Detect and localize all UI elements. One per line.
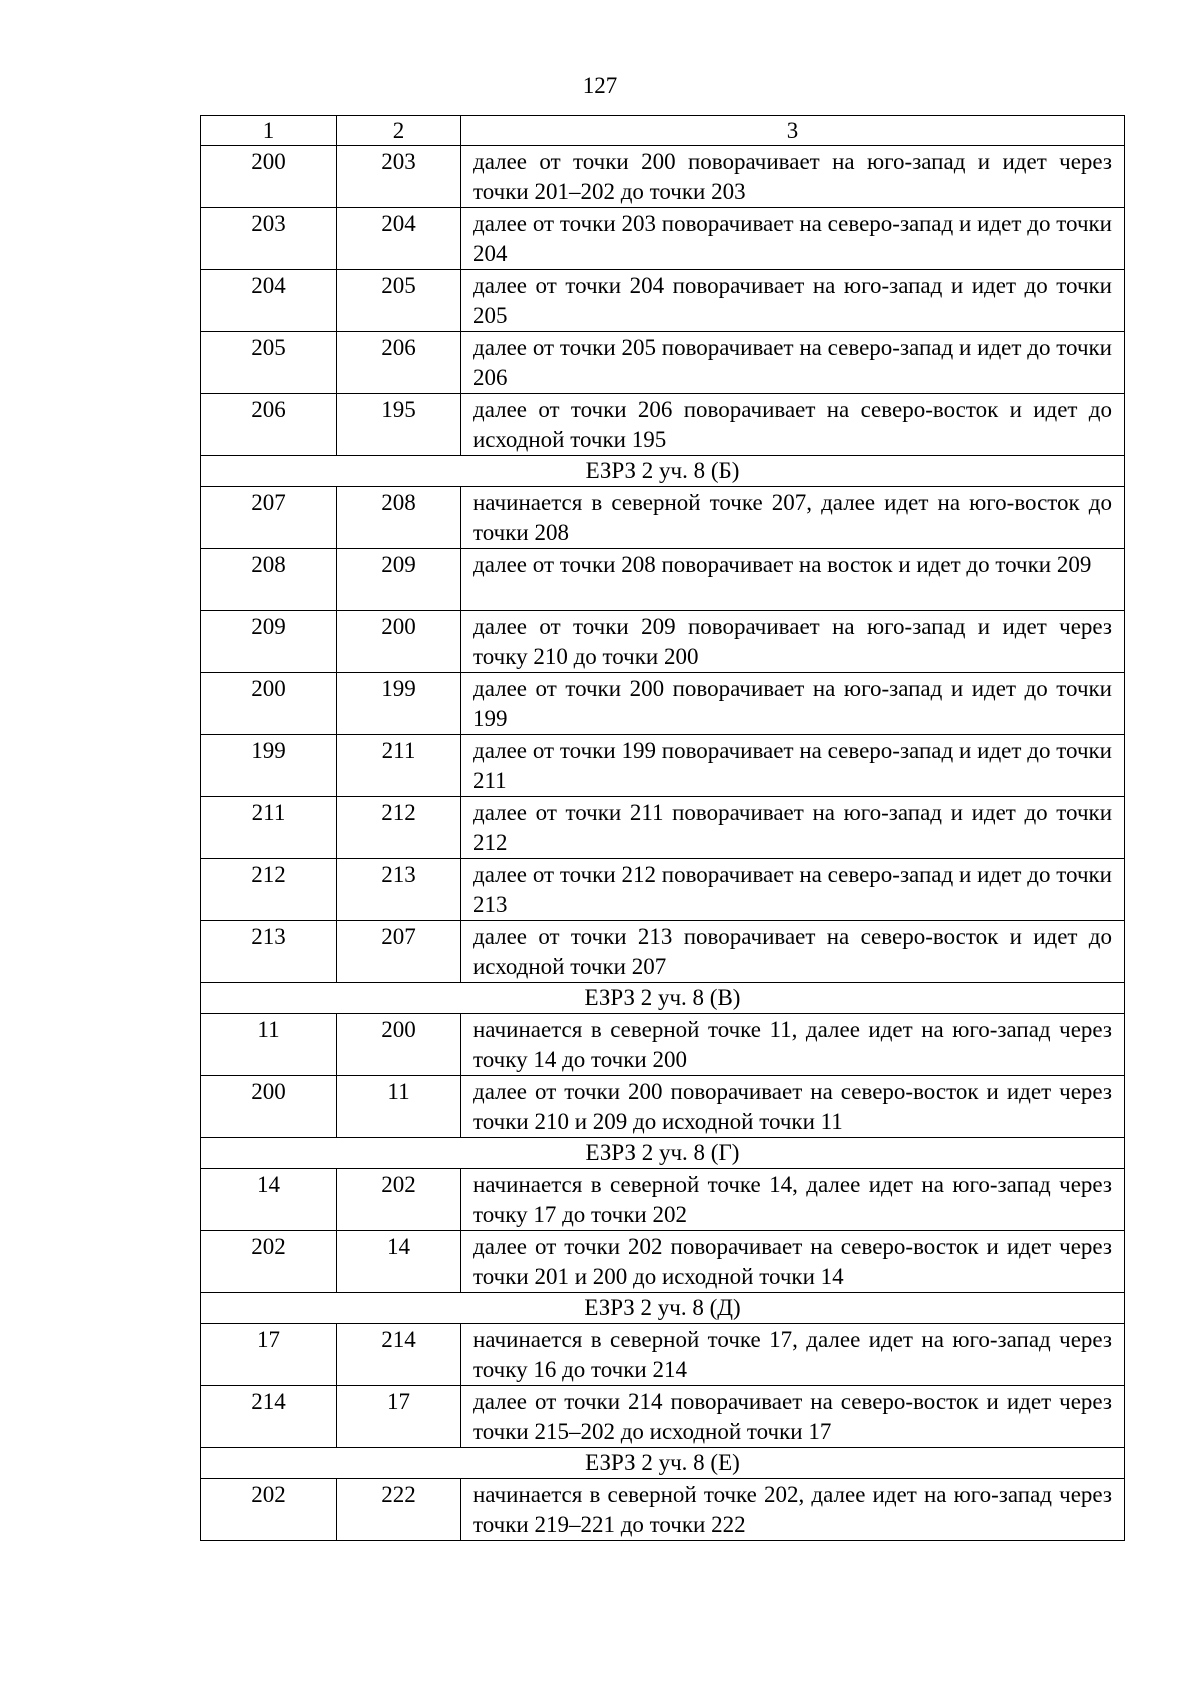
description-cell: далее от точки 209 поворачивает на юго-запад и идет через точку 210 до точки 200 bbox=[461, 611, 1125, 673]
description-cell: далее от точки 205 поворачивает на северо-запад и идет до точки 206 bbox=[461, 332, 1125, 394]
table-body bbox=[201, 116, 1125, 1541]
table-row bbox=[201, 797, 1125, 859]
description-cell: далее от точки 211 поворачивает на юго-запад и идет до точки 212 bbox=[461, 797, 1125, 859]
point-from-cell: 200 bbox=[201, 673, 337, 735]
description-cell: далее от точки 202 поворачивает на северо-восток и идет через точки 201 и 200 до исходной точки 14 bbox=[461, 1231, 1125, 1293]
point-to-cell: 209 bbox=[337, 549, 461, 611]
description-cell: далее от точки 203 поворачивает на северо-запад и идет до точки 204 bbox=[461, 208, 1125, 270]
point-to-cell: 207 bbox=[337, 921, 461, 983]
point-to-cell: 200 bbox=[337, 1014, 461, 1076]
table-row bbox=[201, 1076, 1125, 1138]
point-from-cell: 212 bbox=[201, 859, 337, 921]
table-row bbox=[201, 208, 1125, 270]
table-row bbox=[201, 1324, 1125, 1386]
table-row bbox=[201, 1231, 1125, 1293]
point-from-cell: 211 bbox=[201, 797, 337, 859]
point-to-cell: 204 bbox=[337, 208, 461, 270]
description-cell: далее от точки 204 поворачивает на юго-запад и идет до точки 205 bbox=[461, 270, 1125, 332]
description-cell: далее от точки 214 поворачивает на северо-восток и идет через точки 215–202 до исходной точки 17 bbox=[461, 1386, 1125, 1448]
point-to-cell: 213 bbox=[337, 859, 461, 921]
point-from-cell: 203 bbox=[201, 208, 337, 270]
description-cell: далее от точки 212 поворачивает на северо-запад и идет до точки 213 bbox=[461, 859, 1125, 921]
table-row bbox=[201, 1169, 1125, 1231]
description-cell: далее от точки 213 поворачивает на северо-восток и идет до исходной точки 207 bbox=[461, 921, 1125, 983]
point-to-cell: 195 bbox=[337, 394, 461, 456]
point-to-cell: 205 bbox=[337, 270, 461, 332]
point-to-cell: 203 bbox=[337, 146, 461, 208]
table-row bbox=[201, 1386, 1125, 1448]
table-row bbox=[201, 549, 1125, 611]
table-row bbox=[201, 859, 1125, 921]
point-from-cell: 200 bbox=[201, 146, 337, 208]
section-title: ЕЗРЗ 2 уч. 8 (Д) bbox=[201, 1293, 1125, 1324]
point-from-cell: 205 bbox=[201, 332, 337, 394]
table-row bbox=[201, 270, 1125, 332]
point-to-cell: 212 bbox=[337, 797, 461, 859]
table-row bbox=[201, 146, 1125, 208]
description-cell: далее от точки 200 поворачивает на юго-запад и идет до точки 199 bbox=[461, 673, 1125, 735]
point-from-cell: 209 bbox=[201, 611, 337, 673]
table-row bbox=[201, 487, 1125, 549]
table-row bbox=[201, 1479, 1125, 1541]
point-from-cell: 213 bbox=[201, 921, 337, 983]
header-col-2: 2 bbox=[337, 116, 461, 146]
page-number: 127 bbox=[582, 73, 618, 98]
table-row bbox=[201, 1014, 1125, 1076]
point-to-cell: 206 bbox=[337, 332, 461, 394]
point-to-cell: 208 bbox=[337, 487, 461, 549]
point-to-cell: 202 bbox=[337, 1169, 461, 1231]
boundary-table bbox=[200, 115, 1125, 1541]
table-row bbox=[201, 673, 1125, 735]
section-row bbox=[201, 1138, 1125, 1169]
point-to-cell: 17 bbox=[337, 1386, 461, 1448]
description-cell: далее от точки 206 поворачивает на северо-восток и идет до исходной точки 195 bbox=[461, 394, 1125, 456]
header-col-1: 1 bbox=[201, 116, 337, 146]
point-from-cell: 200 bbox=[201, 1076, 337, 1138]
point-to-cell: 11 bbox=[337, 1076, 461, 1138]
description-cell: далее от точки 200 поворачивает на юго-запад и идет через точки 201–202 до точки 203 bbox=[461, 146, 1125, 208]
point-from-cell: 208 bbox=[201, 549, 337, 611]
section-title: ЕЗРЗ 2 уч. 8 (Г) bbox=[201, 1138, 1125, 1169]
table-row bbox=[201, 611, 1125, 673]
point-to-cell: 214 bbox=[337, 1324, 461, 1386]
point-from-cell: 204 bbox=[201, 270, 337, 332]
section-title: ЕЗРЗ 2 уч. 8 (В) bbox=[201, 983, 1125, 1014]
point-to-cell: 211 bbox=[337, 735, 461, 797]
point-from-cell: 202 bbox=[201, 1231, 337, 1293]
table-row bbox=[201, 394, 1125, 456]
description-cell: начинается в северной точке 202, далее идет на юго-запад через точки 219–221 до точки 222 bbox=[461, 1479, 1125, 1541]
point-from-cell: 14 bbox=[201, 1169, 337, 1231]
description-cell: начинается в северной точке 14, далее идет на юго-запад через точку 17 до точки 202 bbox=[461, 1169, 1125, 1231]
point-from-cell: 199 bbox=[201, 735, 337, 797]
point-from-cell: 214 bbox=[201, 1386, 337, 1448]
point-from-cell: 202 bbox=[201, 1479, 337, 1541]
point-to-cell: 222 bbox=[337, 1479, 461, 1541]
point-from-cell: 11 bbox=[201, 1014, 337, 1076]
point-from-cell: 207 bbox=[201, 487, 337, 549]
point-to-cell: 199 bbox=[337, 673, 461, 735]
table-row bbox=[201, 332, 1125, 394]
point-from-cell: 206 bbox=[201, 394, 337, 456]
point-to-cell: 14 bbox=[337, 1231, 461, 1293]
section-row bbox=[201, 1448, 1125, 1479]
description-cell: начинается в северной точке 17, далее идет на юго-запад через точку 16 до точки 214 bbox=[461, 1324, 1125, 1386]
header-row bbox=[201, 116, 1125, 146]
section-title: ЕЗРЗ 2 уч. 8 (Б) bbox=[201, 456, 1125, 487]
section-title: ЕЗРЗ 2 уч. 8 (Е) bbox=[201, 1448, 1125, 1479]
header-col-3: 3 bbox=[461, 116, 1125, 146]
section-row bbox=[201, 983, 1125, 1014]
description-cell: далее от точки 200 поворачивает на северо-восток и идет через точки 210 и 209 до исходной точки 11 bbox=[461, 1076, 1125, 1138]
section-row bbox=[201, 1293, 1125, 1324]
point-to-cell: 200 bbox=[337, 611, 461, 673]
description-cell: начинается в северной точке 207, далее идет на юго-восток до точки 208 bbox=[461, 487, 1125, 549]
description-cell: начинается в северной точке 11, далее идет на юго-запад через точку 14 до точки 200 bbox=[461, 1014, 1125, 1076]
description-cell: далее от точки 199 поворачивает на северо-запад и идет до точки 211 bbox=[461, 735, 1125, 797]
table-row bbox=[201, 921, 1125, 983]
table-row bbox=[201, 735, 1125, 797]
section-row bbox=[201, 456, 1125, 487]
description-cell: далее от точки 208 поворачивает на восток и идет до точки 209 bbox=[461, 549, 1125, 611]
point-from-cell: 17 bbox=[201, 1324, 337, 1386]
